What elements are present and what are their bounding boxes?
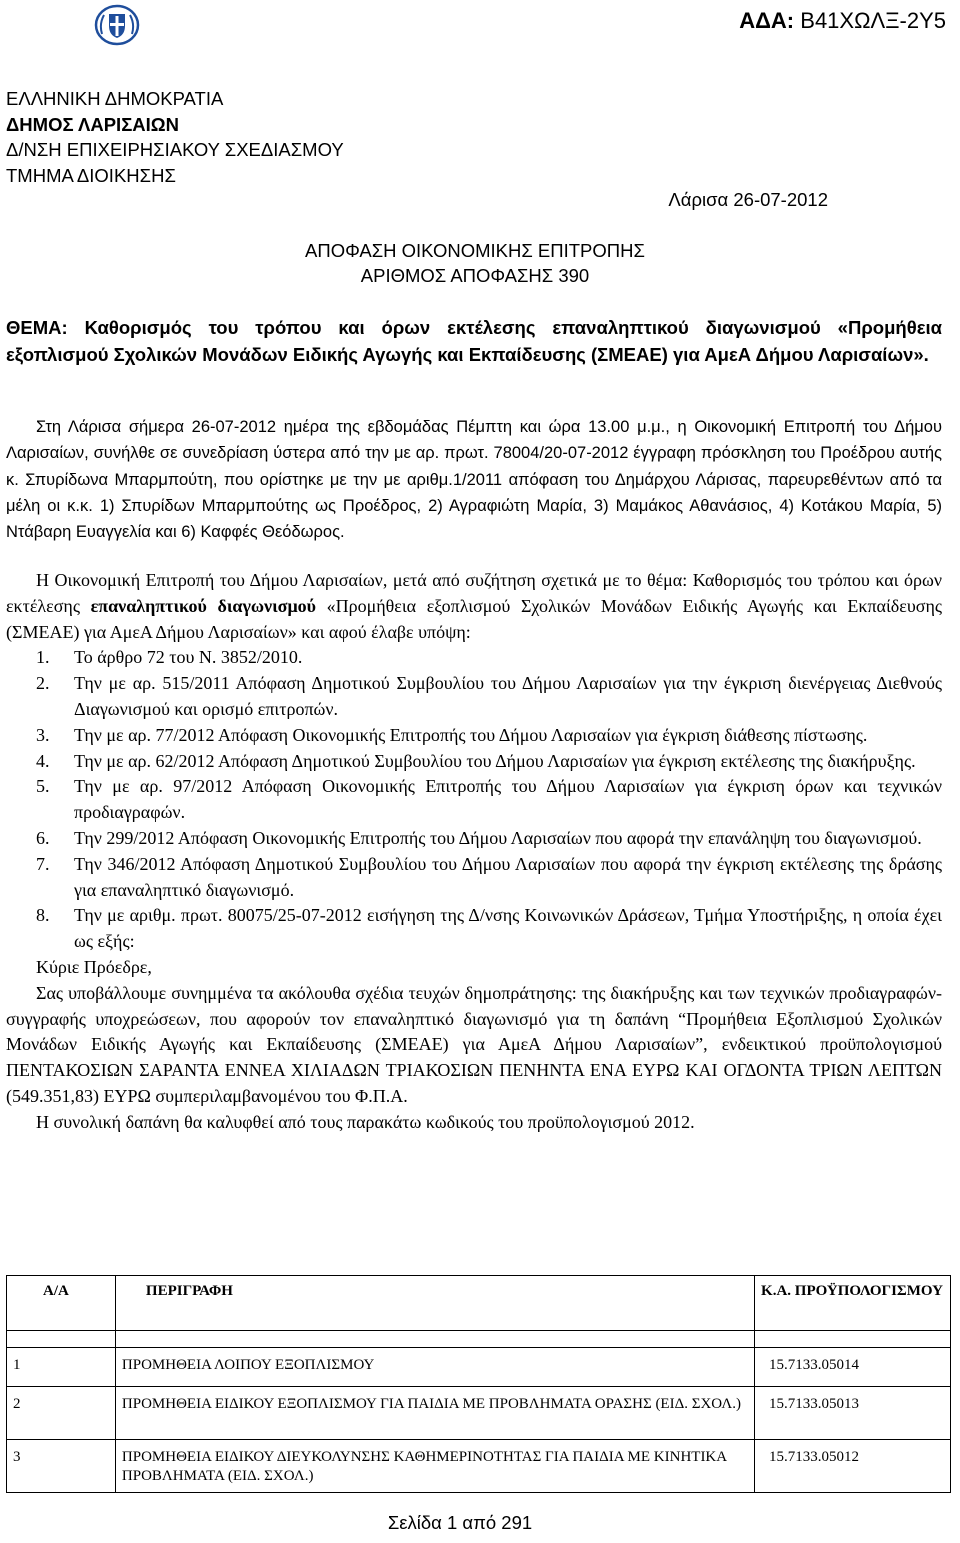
ada-value: Β41ΧΩΛΞ-2Υ5 <box>800 8 946 33</box>
header-line: ΤΜΗΜΑ ΔΙΟΙΚΗΣΗΣ <box>6 164 176 186</box>
list-number: 2. <box>36 673 50 694</box>
header-line: ΔΗΜΟΣ ΛΑΡΙΣΑΙΩΝ <box>6 113 179 135</box>
list-text: Την 299/2012 Απόφαση Οικονομικής Επιτροπής του Δήμου Λαρισαίων που αφορά την επανάληψη του διαγωνισμού. <box>74 827 922 848</box>
list-text: Την με αρ. 77/2012 Απόφαση Οικονομικής Επιτροπής του Δήμου Λαρισαίων για έγκριση διάθεσης πίστωσης. <box>74 724 868 745</box>
cell-aa: 3 <box>7 1440 116 1493</box>
table-row <box>7 1387 951 1440</box>
list-item <box>6 645 942 671</box>
header-line: ΕΛΛΗΝΙΚΗ ΔΗΜΟΚΡΑΤΙΑ <box>6 88 224 109</box>
list-number: 6. <box>36 827 50 848</box>
proposal-paragraph: Σας υποβάλλουμε συνημμένα τα ακόλουθα σχέδια τευχών δημοπράτησης: της διακήρυξης και των τεχνικών προδιαγραφών-συγγραφής υποχρεώσεων, που αφορούν τον επαναληπτικό διαγωνισμό για τη δαπάνη “Προμήθεια Εξοπλισμού Σχολικών Μονάδων Ειδικής Αγωγής και Εκπαίδευσης (ΣΜΕΑΕ) για ΑμεΑ Δήμου Λαρισαίων”, ενδεικτικού προϋπολογισμού ΠΕΝΤΑΚΟΣΙΩΝ ΣΑΡΑΝΤΑ ΕΝΝΕΑ ΧΙΛΙΑΔΩΝ ΤΡΙΑΚΟΣΙΩΝ ΠΕΝΗΝΤΑ ΕΝΑ ΕΥΡΩ ΚΑΙ ΟΓΔΟΝΤΑ ΤΡΙΩΝ ΛΕΠΤΩΝ (549.351,83) ΕΥΡΩ συμπεριλαμβανομένου του Φ.Π.Α. <box>6 982 942 1106</box>
list-number: 5. <box>36 776 50 797</box>
column-header-aa: Α/Α <box>7 1276 116 1331</box>
list-text: Την με αριθμ. πρωτ. 80075/25-07-2012 εισήγηση της Δ/νσης Κοινωνικών Δράσεων, Τμήμα Υποστήριξης, η οποία έχει ως εξής: <box>74 905 942 952</box>
table-spacer-row <box>7 1331 951 1348</box>
table-row <box>7 1348 951 1387</box>
cell-code: 15.7133.05014 <box>755 1348 951 1387</box>
cell-description: ΠΡΟΜΗΘΕΙΑ ΕΙΔΙΚΟΥ ΔΙΕΥΚΟΛΥΝΣΗΣ ΚΑΘΗΜΕΡΙΝΟΤΗΤΑΣ ΓΙΑ ΠΑΙΔΙΑ ΜΕ ΚΙΝΗΤΙΚΑ ΠΡΟΒΛΗΜΑΤΑ (ΕΙΔ. ΣΧΟΛ.) <box>115 1440 754 1493</box>
place-date: Λάρισα 26-07-2012 <box>668 189 828 210</box>
budget-codes-table <box>6 1275 951 1493</box>
column-header-code: Κ.Α. ΠΡΟΫΠΟΛΟΓΙΣΜΟΥ <box>755 1276 951 1331</box>
meeting-intro: Στη Λάρισα σήμερα 26-07-2012 ημέρα της εβδομάδας Πέμπτη και ώρα 13.00 μ.μ., η Οικονομική Επιτροπή του Δήμου Λαρισαίων, συνήλθε σε συνεδρίαση ύστερα από την με αρ. πρωτ. 78004/20-07-2012 έγγραφη πρόσκληση του Προέδρου αυτής κ. Σπυρίδωνα Μπαρμπούτη, που ορίστηκε με την με αριθμ.1/2011 απόφαση του Δημάρχου Λάρισας, παρευρεθέντων από τα μέλη οι κ.κ. 1) Σπυρίδων Μπαρμπούτης ως Προέδρος, 2) Αγραφιώτη Μαρία, 3) Μαμάκος Αθανάσιος, 4) Κοτάκου Μαρία, 5) Ντάβαρη Ευαγγελία και 6) Καφφές Θεόδωρος. <box>6 418 942 542</box>
list-number: 4. <box>36 750 50 771</box>
cell-description: ΠΡΟΜΗΘΕΙΑ ΕΙΔΙΚΟΥ ΕΞΟΠΛΙΣΜΟΥ ΓΙΑ ΠΑΙΔΙΑ ΜΕ ΠΡΟΒΛΗΜΑΤΑ ΟΡΑΣΗΣ (ΕΙΔ. ΣΧΟΛ.) <box>115 1387 754 1440</box>
table-row <box>7 1440 951 1493</box>
budget-paragraph: Η συνολική δαπάνη θα καλυφθεί από τους παρακάτω κωδικούς του προϋπολογισμού 2012. <box>36 1111 695 1132</box>
ada-label: ΑΔΑ: <box>739 8 795 33</box>
list-number: 7. <box>36 853 50 874</box>
paragraph-text: Η Οικονομική Επιτροπή του Δήμου Λαρισαίων, μετά από συζήτηση σχετικά με το θέμα: Καθορισμός του τρόπου και όρων εκτέλεσης <box>6 570 942 616</box>
list-item <box>6 852 942 904</box>
list-item <box>6 826 942 852</box>
decision-body <box>6 568 942 1136</box>
list-number: 1. <box>36 647 50 668</box>
considering-paragraph <box>6 568 942 645</box>
list-item <box>6 723 942 749</box>
hellenic-republic-emblem-icon <box>94 4 140 46</box>
issuer-header <box>6 86 344 188</box>
cell-aa: 1 <box>7 1348 116 1387</box>
list-item <box>6 774 942 826</box>
list-number: 3. <box>36 724 50 745</box>
column-header-description: ΠΕΡΙΓΡΑΦΗ <box>115 1276 754 1331</box>
subject: ΘΕΜΑ: Καθορισμός του τρόπου και όρων εκτέλεσης επαναληπτικού διαγωνισμού «Προμήθεια εξοπλισμού Σχολικών Μονάδων Ειδικής Αγωγής και Εκπαίδευσης (ΣΜΕΑΕ) για ΑμεΑ Δήμου Λαρισαίων». <box>6 317 942 365</box>
paragraph-text: «Προμήθεια εξοπλισμού Σχολικών Μονάδων Ειδικής Αγωγής και Εκπαίδευσης (ΣΜΕΑΕ) για ΑμεΑ Δήμου Λαρισαίων» και αφού έλαβε υπόψη: <box>6 595 942 642</box>
list-number: 8. <box>36 905 50 926</box>
decision-number: ΑΡΙΘΜΟΣ ΑΠΟΦΑΣΗΣ 390 <box>360 265 590 286</box>
cell-code: 15.7133.05012 <box>755 1440 951 1493</box>
decision-title-block <box>0 238 950 288</box>
decision-title: ΑΠΟΦΑΣΗ ΟΙΚΟΝΟΜΙΚΗΣ ΕΠΙΤΡΟΠΗΣ <box>305 240 645 261</box>
cell-description: ΠΡΟΜΗΘΕΙΑ ΛΟΙΠΟΥ ΕΞΟΠΛΙΣΜΟΥ <box>115 1348 754 1387</box>
cell-aa: 2 <box>7 1387 116 1440</box>
list-text: Την με αρ. 62/2012 Απόφαση Δημοτικού Συμβουλίου του Δήμου Λαρισαίων για έγκριση εκτέλεσης της διακήρυξης. <box>74 750 916 771</box>
list-item <box>6 749 942 775</box>
page-footer: Σελίδα 1 από 291 <box>387 1512 533 1533</box>
table-header-row <box>7 1276 951 1331</box>
list-item <box>6 671 942 723</box>
list-text: Την με αρ. 97/2012 Απόφαση Οικονομικής Επιτροπής του Δήμου Λαρισαίων για έγκριση όρων και τεχνικών προδιαγραφών. <box>74 776 942 823</box>
list-text: Το άρθρο 72 του Ν. 3852/2010. <box>74 647 303 668</box>
header-line: Δ/ΝΣΗ ΕΠΙΧΕΙΡΗΣΙΑΚΟΥ ΣΧΕΔΙΑΣΜΟΥ <box>6 139 344 160</box>
salutation: Κύριε Πρόεδρε, <box>36 956 152 977</box>
list-text: Την με αρ. 515/2011 Απόφαση Δημοτικού Συμβουλίου του Δήμου Λαρισαίων για την έγκριση διενέργειας Διεθνούς Διαγωνισμού και ορισμό επιτροπών. <box>74 673 942 719</box>
paragraph-emphasis: επαναληπτικού διαγωνισμού <box>90 595 316 616</box>
considerations-list <box>6 645 942 955</box>
list-text: Την 346/2012 Απόφαση Δημοτικού Συμβουλίου του Δήμου Λαρισαίων που αφορά την έγκριση εκτέλεσης της δράσης για επαναληπτικό διαγωνισμό. <box>74 853 942 900</box>
ada-code <box>739 8 946 34</box>
list-item <box>6 903 942 955</box>
cell-code: 15.7133.05013 <box>755 1387 951 1440</box>
